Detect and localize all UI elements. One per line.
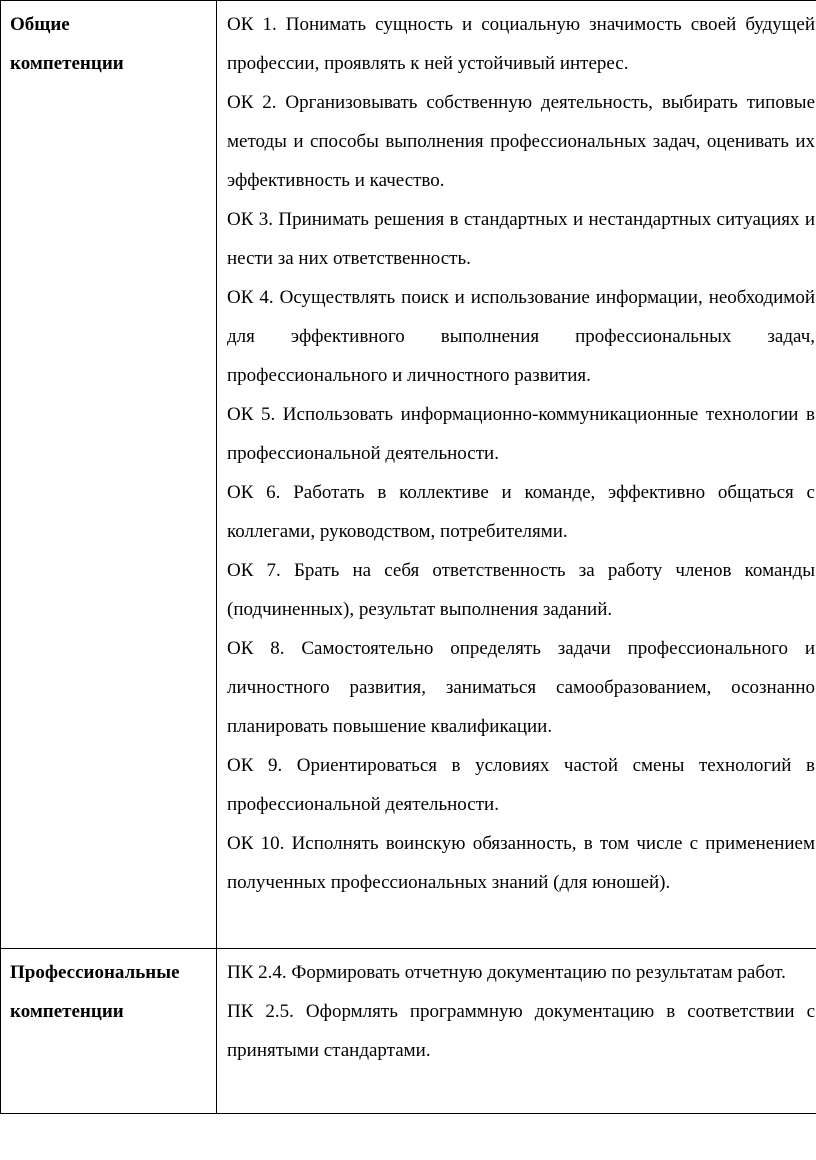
- row-heading-cell: [1, 949, 217, 1114]
- heading-line-2: компетенции: [10, 1001, 124, 1022]
- competency-pk25: ПК 2.5. Оформлять программную документацию в соответствии с принятыми стандартами.: [227, 1001, 815, 1061]
- competency-ok6: ОК 6. Работать в коллективе и команде, эффективно общаться с коллегами, руководством, потребителями.: [227, 482, 815, 542]
- heading-line-1: Общие: [10, 14, 70, 35]
- competency-ok4: ОК 4. Осуществлять поиск и использование информации, необходимой для эффективного выполнения профессиональных задач, профессионального и личностного развития.: [227, 287, 815, 386]
- heading-line-2: компетенции: [10, 53, 124, 74]
- row-heading-general: [10, 5, 216, 83]
- competency-pk24: ПК 2.4. Формировать отчетную документацию по результатам работ.: [227, 962, 786, 983]
- competency-ok9: ОК 9. Ориентироваться в условиях частой смены технологий в профессиональной деятельности.: [227, 755, 815, 815]
- heading-line-1: Профессиональные: [10, 962, 180, 983]
- competency-ok3: ОК 3. Принимать решения в стандартных и нестандартных ситуациях и нести за них ответственность.: [227, 209, 815, 269]
- row-heading-cell: [1, 1, 217, 949]
- competency-ok5: ОК 5. Использовать информационно-коммуникационные технологии в профессиональной деятельности.: [227, 404, 815, 464]
- table-row-general: [1, 1, 816, 949]
- competency-ok7: ОК 7. Брать на себя ответственность за работу членов команды (подчиненных), результат выполнения заданий.: [227, 560, 815, 620]
- table-row-professional: [1, 949, 816, 1114]
- row-heading-professional: [10, 953, 216, 1031]
- competency-ok2: ОК 2. Организовывать собственную деятельность, выбирать типовые методы и способы выполнения профессиональных задач, оценивать их эффективность и качество.: [227, 92, 815, 191]
- competency-list-professional: [217, 949, 816, 1114]
- competency-list-general: [217, 1, 816, 949]
- competency-ok8: ОК 8. Самостоятельно определять задачи профессионального и личностного развития, заниматься самообразованием, осознанно планировать повышение квалификации.: [227, 638, 815, 737]
- competency-ok1: ОК 1. Понимать сущность и социальную значимость своей будущей профессии, проявлять к ней устойчивый интерес.: [227, 14, 815, 74]
- competency-ok10: ОК 10. Исполнять воинскую обязанность, в том числе с применением полученных профессиональных знаний (для юношей).: [227, 833, 815, 893]
